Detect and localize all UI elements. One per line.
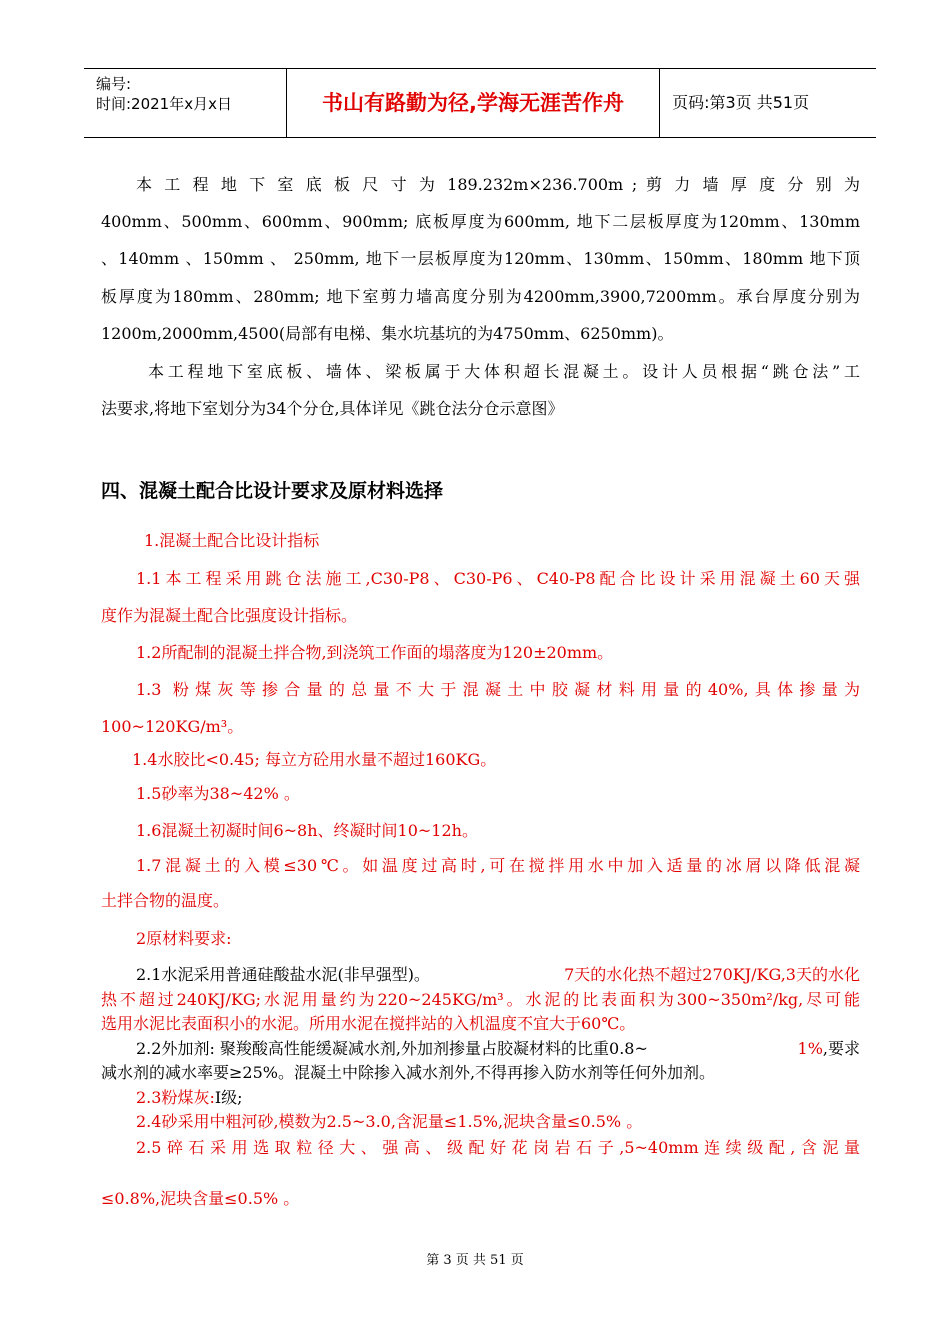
item-2-5: 2.5碎石采用选取粒径大、强高、级配好花岗岩石子,5~40mm连续级配,含泥量 xyxy=(136,1138,860,1157)
item-1-3: 1.3 粉煤灰等掺合量的总量不大于混凝土中胶凝材料用量的40%,具体掺量为 xyxy=(136,680,860,699)
header-motto: 书山有路勤为径,学海无涯苦作舟 xyxy=(287,69,660,137)
item-1-3-cont: 100~120KG/m³。 xyxy=(101,717,244,736)
item-2-4: 2.4砂采用中粗河砂,模数为2.5~3.0,含泥量≤1.5%,泥块含量≤0.5% 。 xyxy=(136,1112,643,1131)
time-label: 时间:2021年x月x日 xyxy=(96,95,232,113)
item-1-1: 1.1本工程采用跳仓法施工,C30-P8、C30-P6、C40-P8配合比设计采用混凝土60天强 xyxy=(136,569,860,588)
body-line-7: 法要求,将地下室划分为34个分仓,具体详见《跳仓法分仓示意图》 xyxy=(101,399,564,418)
item-2-1-cont-1: 热不超过240KJ/KG;水泥用量约为220~245KG/m³。水泥的比表面积为300~350m²/kg,尽可能 xyxy=(101,990,860,1009)
item-2-3-value: Ⅰ级; xyxy=(214,1088,243,1107)
item-2-1-black: 2.1水泥采用普通硅酸盐水泥(非早强型)。 xyxy=(136,965,430,984)
number-label: 编号: xyxy=(96,75,132,93)
item-1-2: 1.2所配制的混凝土拌合物,到浇筑工作面的塌落度为120±20mm。 xyxy=(136,643,614,662)
body-line-4: 板厚度为180mm、280mm; 地下室剪力墙高度分别为4200mm,3900,7200mm。承台厚度分别为 xyxy=(101,287,860,306)
body-line-3: 、140mm 、150mm 、 250mm, 地下一层板厚度为120mm、130mm、150mm、180mm 地下顶 xyxy=(101,249,860,268)
page-footer: 第 3 页 共 51 页 xyxy=(426,1253,524,1268)
body-line-2: 400mm、500mm、600mm、900mm; 底板厚度为600mm, 地下二层板厚度为120mm、130mm xyxy=(101,212,860,231)
item-2-3-label: 2.3粉煤灰: xyxy=(136,1088,215,1107)
item-1-7-cont: 土拌合物的温度。 xyxy=(101,891,230,910)
item-2-1-cont-2: 选用水泥比表面积小的水泥。所用水泥在搅拌站的入机温度不宜大于60℃。 xyxy=(101,1014,636,1033)
item-1-4: 1.4水胶比<0.45; 每立方砼用水量不超过160KG。 xyxy=(132,750,497,769)
header-info xyxy=(84,69,287,137)
subsection-2-title: 2原材料要求: xyxy=(136,929,232,948)
item-2-1 xyxy=(136,962,860,985)
item-1-6: 1.6混凝土初凝时间6~8h、终凝时间10~12h。 xyxy=(136,821,478,840)
item-2-1-red: 7天的水化热不超过270KJ/KG,3天的水化 xyxy=(564,965,860,984)
body-line-6: 本工程地下室底板、墙体、梁板属于大体积超长混凝土。设计人员根据“跳仓法”工 xyxy=(148,362,860,381)
item-2-2 xyxy=(136,1036,860,1059)
item-1-1-cont: 度作为混凝土配合比强度设计指标。 xyxy=(101,606,358,625)
item-2-2-cont: 减水剂的减水率要≥25%。混凝土中除掺入减水剂外,不得再掺入防水剂等任何外加剂。 xyxy=(101,1063,716,1082)
item-2-3 xyxy=(136,1085,243,1108)
item-1-5: 1.5砂率为38~42% 。 xyxy=(136,784,300,803)
item-2-5-cont: ≤0.8%,泥块含量≤0.5% 。 xyxy=(101,1189,300,1208)
header-page-label: 页码:第3页 共51页 xyxy=(672,93,810,112)
item-2-2-text: 2.2外加剂: 聚羧酸高性能缓凝减水剂,外加剂掺量占胶凝材料的比重0.8~ xyxy=(136,1039,648,1058)
page-header xyxy=(84,68,876,138)
body-line-1: 本 工 程 地 下 室 底 板 尺 寸 为 189.232m×236.700m ; 剪 力 墙 厚 度 分 别 为 xyxy=(136,175,860,194)
body-line-5: 1200m,2000mm,4500(局部有电梯、集水坑基坑的为4750mm、6250mm)。 xyxy=(101,324,674,343)
item-2-2-tail: ,要求 xyxy=(822,1039,860,1058)
item-1-7: 1.7混凝土的入模≤30℃。如温度过高时,可在搅拌用水中加入适量的冰屑以降低混凝 xyxy=(136,856,860,875)
item-2-2-red: 1% xyxy=(797,1039,823,1058)
section-title: 四、混凝土配合比设计要求及原材料选择 xyxy=(101,480,444,502)
subsection-1-title: 1.混凝土配合比设计指标 xyxy=(144,531,320,550)
